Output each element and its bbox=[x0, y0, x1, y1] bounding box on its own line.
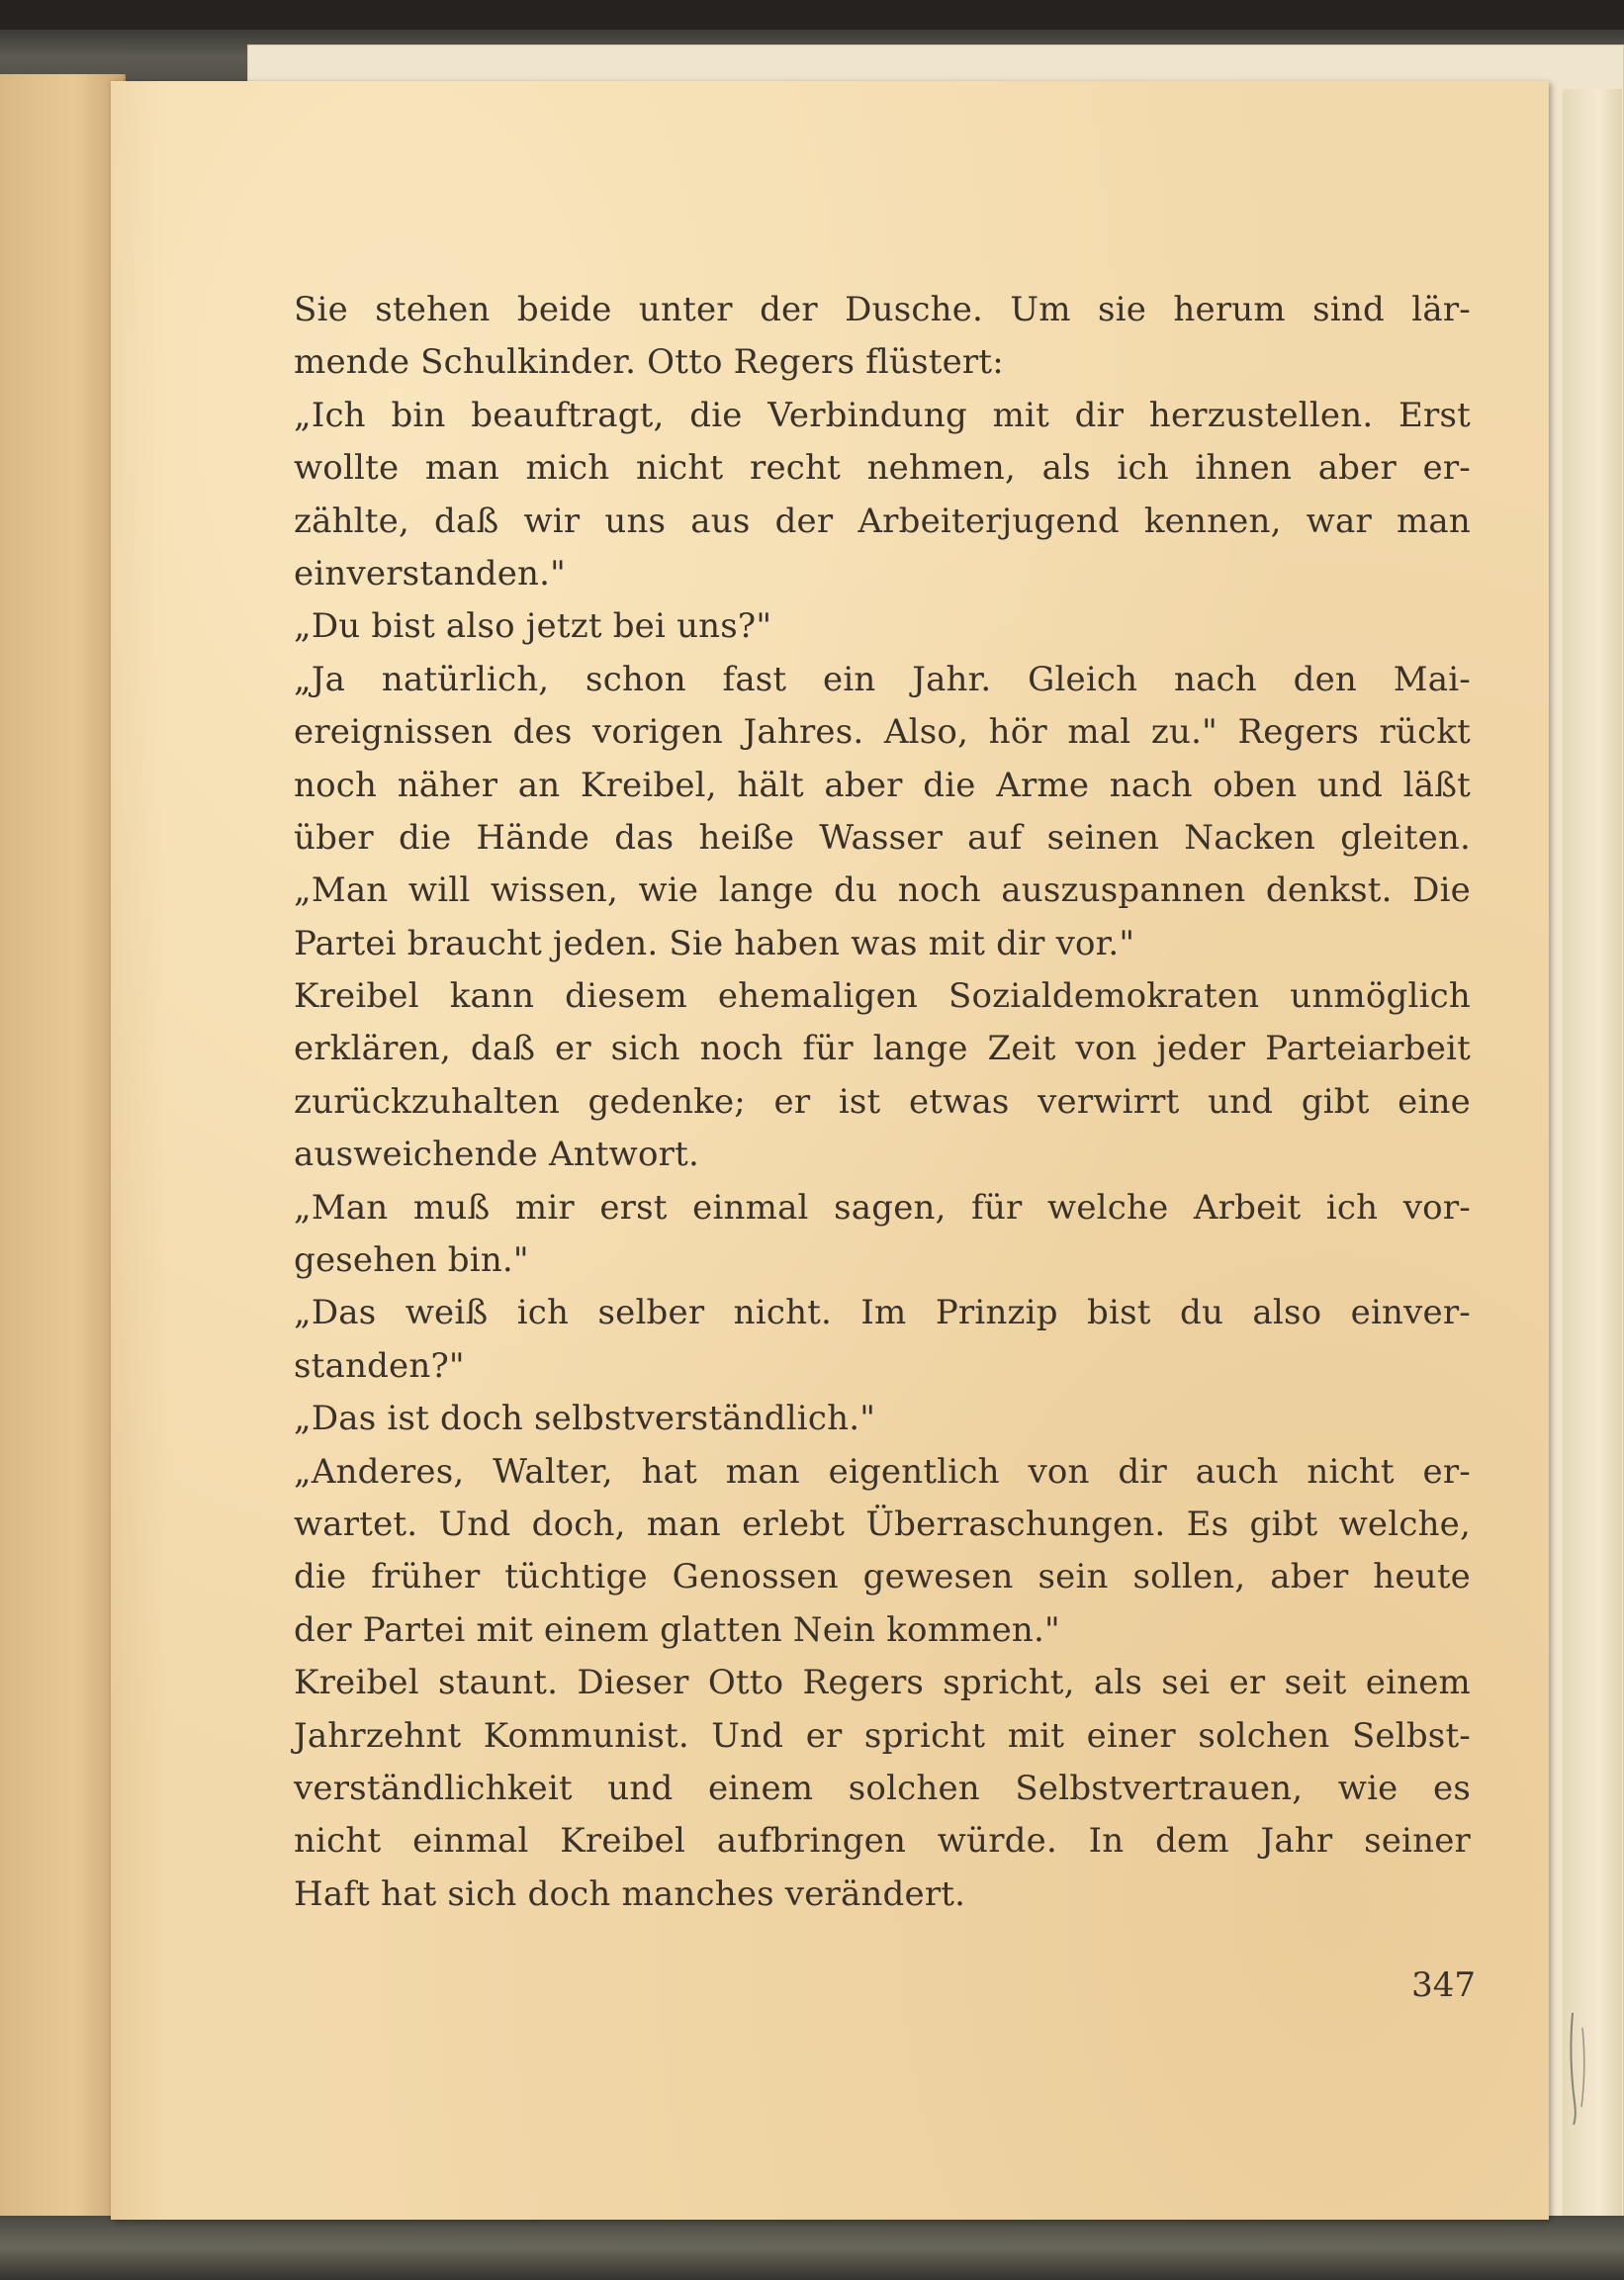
text-line: zählte, daß wir uns aus der Arbeiterjugend kennen, war man bbox=[294, 501, 1471, 541]
text-line: der Partei mit einem glatten Nein kommen." bbox=[294, 1609, 1060, 1650]
text-line: die früher tüchtige Genossen gewesen sein sollen, aber heute bbox=[294, 1557, 1471, 1597]
underlying-page-edge bbox=[1563, 89, 1622, 2235]
text-line: standen?" bbox=[294, 1345, 465, 1386]
text-line: wartet. Und doch, man erlebt Überraschungen. Es gibt welche, bbox=[294, 1504, 1471, 1544]
text-line: über die Hände das heiße Wasser auf seinen Nacken gleiten. bbox=[294, 817, 1471, 858]
text-line: Sie stehen beide unter der Dusche. Um sie herum sind lär- bbox=[294, 290, 1471, 329]
text-line: „Das weiß ich selber nicht. Im Prinzip bist du also einver- bbox=[294, 1293, 1471, 1333]
text-line: mende Schulkinder. Otto Regers flüstert: bbox=[294, 342, 1004, 383]
text-line: zurückzuhalten gedenke; er ist etwas verwirrt und gibt eine bbox=[294, 1081, 1471, 1122]
text-line: ereignissen des vorigen Jahres. Also, hör mal zu." Regers rückt bbox=[294, 712, 1471, 753]
book-binding-bottom bbox=[0, 2216, 1624, 2280]
text-line: „Ich bin beauftragt, die Verbindung mit dir herzustellen. Erst bbox=[294, 395, 1471, 435]
text-line: „Man muß mir erst einmal sagen, für welche Arbeit ich vor- bbox=[294, 1187, 1471, 1228]
text-line: ausweichende Antwort. bbox=[294, 1135, 699, 1175]
text-line: „Anderes, Walter, hat man eigentlich von dir auch nicht er- bbox=[294, 1451, 1471, 1492]
body-text bbox=[294, 284, 1471, 1921]
text-line: Kreibel kann diesem ehemaligen Sozialdemokraten unmöglich bbox=[294, 976, 1471, 1017]
text-line: Jahrzehnt Kommunist. Und er spricht mit einer solchen Selbst- bbox=[294, 1715, 1471, 1756]
previous-page-edge bbox=[0, 74, 126, 2231]
text-line: noch näher an Kreibel, hält aber die Arme nach oben und läßt bbox=[294, 765, 1471, 805]
text-line: „Du bist also jetzt bei uns?" bbox=[294, 606, 772, 647]
text-line: erklären, daß er sich noch für lange Zeit von jeder Parteiarbeit bbox=[294, 1029, 1471, 1069]
text-line: gesehen bin." bbox=[294, 1240, 529, 1281]
text-line: wollte man mich nicht recht nehmen, als ich ihnen aber er- bbox=[294, 448, 1471, 489]
text-line: nicht einmal Kreibel aufbringen würde. In dem Jahr seiner bbox=[294, 1821, 1471, 1862]
pencil-mark-icon bbox=[1565, 2008, 1594, 2127]
text-line: Kreibel staunt. Dieser Otto Regers spricht, als sei er seit einem bbox=[294, 1663, 1471, 1703]
text-line: Haft hat sich doch manches verändert. bbox=[294, 1873, 966, 1914]
text-line: Partei braucht jeden. Sie haben was mit dir vor." bbox=[294, 923, 1135, 963]
text-line: „Man will wissen, wie lange du noch auszuspannen denkst. Die bbox=[294, 870, 1471, 911]
page-sheet bbox=[111, 81, 1549, 2220]
text-line: „Das ist doch selbstverständlich." bbox=[294, 1399, 876, 1439]
text-line: „Ja natürlich, schon fast ein Jahr. Gleich nach den Mai- bbox=[294, 659, 1471, 699]
text-line: verständlichkeit und einem solchen Selbstvertrauen, wie es bbox=[294, 1768, 1471, 1808]
text-line: einverstanden." bbox=[294, 553, 566, 593]
page-number: 347 bbox=[1411, 1965, 1476, 2005]
